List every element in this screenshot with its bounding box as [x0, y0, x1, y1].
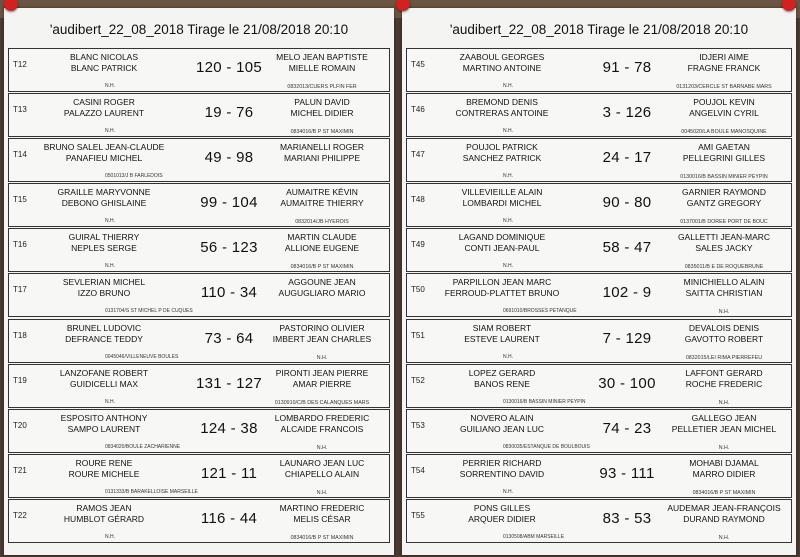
- team-b: [257, 232, 387, 254]
- club-note-left: N.H.: [105, 218, 115, 225]
- team-a: [427, 368, 577, 390]
- club-note-right: N.H.: [718, 309, 730, 316]
- team-a: [427, 97, 577, 119]
- player-name: ESTEVE LAURENT: [464, 333, 540, 344]
- match-row: [406, 319, 792, 363]
- match-row: [406, 454, 792, 498]
- player-name: ZAABOUL GEORGES: [459, 52, 545, 62]
- team-a: [427, 277, 577, 299]
- table-number: T55: [411, 510, 425, 520]
- player-name: MARTINO ANTOINE: [462, 63, 542, 73]
- player-name: MARTINO FREDERIC: [279, 502, 365, 513]
- match-score: 91 - 78: [602, 59, 652, 76]
- player-name: BLANC NICOLAS: [69, 52, 139, 62]
- match-score: 56 - 123: [200, 239, 258, 257]
- table-number: T14: [13, 150, 27, 160]
- player-name: BLANC PATRICK: [70, 63, 138, 73]
- player-name: ALLIONE EUGENE: [284, 243, 360, 254]
- match-score: 19 - 76: [204, 104, 254, 122]
- player-name: PANAFIEU MICHEL: [65, 153, 143, 164]
- club-note-right: 0045020/LA BOULE MANOSQUINE: [681, 129, 767, 136]
- team-a: [29, 413, 179, 435]
- player-name: BRUNO SALEL JEAN-CLAUDE: [43, 142, 165, 153]
- match-score: 7 - 129: [602, 329, 652, 347]
- table-number: T50: [411, 285, 425, 295]
- match-row: [8, 228, 390, 272]
- club-note-left: N.H.: [105, 263, 115, 270]
- table-number: T20: [13, 420, 27, 430]
- player-name: POUJOL KEVIN: [693, 97, 755, 108]
- match-score: 131 - 127: [195, 374, 263, 392]
- player-name: MELO JEAN BAPTISTE: [276, 52, 368, 62]
- player-name: GUIRAL THIERRY: [68, 232, 140, 243]
- club-note-left: N.H.: [503, 83, 513, 89]
- club-note-left: 0131333/B BARAKELLOISE MARSEILLE: [105, 488, 198, 495]
- match-row: [8, 454, 390, 498]
- player-name: GUILIANO JEAN LUC: [459, 423, 545, 434]
- team-a: [29, 368, 179, 390]
- player-name: MINICHIELLO ALAIN: [683, 277, 765, 288]
- player-name: MARRO DIDIER: [692, 468, 756, 479]
- table-number: T13: [13, 105, 27, 115]
- table-number: T12: [13, 60, 27, 69]
- team-b: [257, 503, 387, 525]
- team-b: [659, 458, 789, 480]
- match-score: 73 - 64: [204, 329, 254, 347]
- player-name: ARQUER DIDIER: [468, 513, 536, 524]
- player-name: LOMBARDO FREDERIC: [274, 412, 370, 423]
- team-a: [427, 52, 577, 74]
- club-note-right: N.H.: [718, 399, 730, 406]
- team-a: [427, 142, 577, 164]
- table-number: T16: [13, 240, 27, 250]
- match-row: [406, 93, 792, 137]
- table-number: T17: [13, 285, 27, 295]
- player-name: PALAZZO LAURENT: [63, 108, 145, 119]
- player-name: GRAILLE MARYVONNE: [57, 187, 151, 198]
- match-row: [406, 138, 792, 182]
- player-name: ALCAIDE FRANCOIS: [280, 423, 364, 434]
- player-name: BANOS RENE: [474, 378, 530, 389]
- club-note-left: N.H.: [105, 398, 115, 405]
- team-a: [427, 413, 577, 435]
- player-name: AUMAITRE THIERRY: [280, 198, 364, 209]
- match-row: [406, 48, 792, 92]
- player-name: POUJOL PATRICK: [466, 142, 538, 153]
- player-name: SIAM ROBERT: [472, 322, 532, 333]
- club-note-left: 0691010/BROSSES PETANQUE: [503, 308, 577, 315]
- match-row: [8, 364, 390, 408]
- player-name: PERRIER RICHARD: [462, 457, 542, 468]
- team-a: [427, 503, 577, 525]
- club-note-right: 0130910/C/B DES CALANQUES MARS: [274, 399, 370, 406]
- match-row: [406, 273, 792, 317]
- team-b: [659, 97, 789, 119]
- match-score: 124 - 38: [200, 419, 258, 437]
- player-name: MOHABI DJAMAL: [689, 457, 759, 468]
- player-name: LAUNARO JEAN LUC: [279, 457, 365, 468]
- team-b: [659, 323, 789, 345]
- table-number: T19: [13, 375, 27, 385]
- player-name: ROURE RENE: [75, 457, 133, 468]
- player-name: MICHEL DIDIER: [290, 108, 354, 119]
- match-score: 3 - 126: [602, 104, 652, 122]
- player-name: MARIANELLI ROGER: [279, 142, 365, 153]
- match-row: [8, 409, 390, 453]
- table-number: T15: [13, 195, 27, 205]
- player-name: IZZO BRUNO: [77, 288, 131, 299]
- player-name: NEPLES SERGE: [71, 243, 137, 254]
- match-list: [8, 48, 390, 544]
- match-score: 24 - 17: [602, 149, 652, 167]
- match-score: 30 - 100: [598, 374, 656, 392]
- match-row: [8, 93, 390, 137]
- player-name: LANZOFANE ROBERT: [59, 367, 149, 378]
- player-name: AUMAITRE KÉVIN: [286, 187, 358, 198]
- club-note-right: 0834016/B P ST MAXIMIN: [290, 534, 354, 541]
- player-name: AMI GAETAN: [698, 142, 750, 153]
- player-name: AGGOUNE JEAN: [288, 277, 356, 288]
- player-name: MELIS CÉSAR: [293, 513, 351, 524]
- player-name: SAMPO LAURENT: [67, 423, 141, 434]
- player-name: MIELLE ROMAIN: [288, 63, 356, 73]
- club-note-left: N.H.: [105, 128, 115, 135]
- match-row: [8, 273, 390, 317]
- match-score: 121 - 11: [200, 464, 258, 482]
- table-number: T49: [411, 240, 425, 250]
- table-number: T45: [411, 60, 425, 69]
- player-name: LOPEZ GERARD: [468, 367, 536, 378]
- match-score: 120 - 105: [195, 59, 263, 76]
- player-name: AUGUGLIARO MARIO: [278, 288, 366, 299]
- team-a: [29, 97, 179, 119]
- club-note-right: N.H.: [718, 534, 730, 541]
- team-b: [659, 142, 789, 164]
- match-score: 74 - 23: [602, 419, 652, 437]
- match-row: [8, 138, 390, 182]
- club-note-right: 0130016/B BASSIN MINIER PEYPIN: [680, 174, 768, 181]
- club-note-left: N.H.: [105, 83, 115, 89]
- club-note-right: 0834016/B P ST MAXIMIN: [290, 129, 354, 136]
- table-number: T46: [411, 105, 425, 115]
- match-score: 102 - 9: [602, 284, 652, 302]
- player-name: SAITTA CHRISTIAN: [685, 288, 763, 299]
- team-a: [29, 277, 179, 299]
- table-number: T21: [13, 465, 27, 475]
- table-number: T51: [411, 330, 425, 340]
- player-name: BREMOND DENIS: [466, 97, 538, 108]
- club-note-right: 0832014/JB HYEROIS: [295, 219, 349, 226]
- sheet-title: 'audibert_22_08_2018 Tirage le 21/08/2018 20:10: [49, 22, 349, 37]
- player-name: DEFRANCE TEDDY: [65, 333, 143, 344]
- player-name: DURAND RAYMOND: [683, 513, 765, 524]
- player-name: PIRONTI JEAN PIERRE: [275, 367, 369, 378]
- player-name: SEVLERIAN MICHEL: [62, 277, 146, 288]
- match-row: [406, 228, 792, 272]
- team-a: [427, 232, 577, 254]
- player-name: PASTORINO OLIVIER: [279, 322, 365, 333]
- player-name: FRAGNE FRANCK: [687, 63, 761, 73]
- player-name: BRUNEL LUDOVIC: [66, 322, 142, 333]
- left-score-sheet: [4, 8, 394, 555]
- team-b: [257, 97, 387, 119]
- club-note-right: 0834016/B P ST MAXIMIN: [290, 264, 354, 271]
- club-note-left: N.H.: [503, 173, 513, 180]
- team-b: [257, 187, 387, 209]
- player-name: DEBONO GHISLAINE: [61, 198, 147, 209]
- table-number: T54: [411, 465, 425, 475]
- match-score: 116 - 44: [200, 509, 258, 527]
- player-name: GARNIER RAYMOND: [682, 187, 766, 198]
- club-note-left: 0130508/ABM MARSEILLE: [503, 533, 565, 540]
- table-number: T22: [13, 510, 27, 520]
- table-number: T47: [411, 150, 425, 160]
- team-b: [257, 52, 387, 74]
- club-note-left: N.H.: [503, 488, 513, 495]
- player-name: PELLEGRINI GILLES: [682, 153, 766, 164]
- player-name: SALES JACKY: [695, 243, 753, 254]
- club-note-right: N.H.: [316, 489, 328, 496]
- match-score: 90 - 80: [602, 194, 652, 212]
- team-a: [427, 187, 577, 209]
- player-name: GALLEGO JEAN: [691, 412, 757, 423]
- table-number: T48: [411, 195, 425, 205]
- club-note-right: N.H.: [718, 444, 730, 451]
- team-b: [659, 413, 789, 435]
- player-name: ANGELVIN CYRIL: [689, 108, 759, 119]
- player-name: GANTZ GREGORY: [686, 198, 762, 209]
- player-name: GALLETTI JEAN-MARC: [677, 232, 771, 243]
- player-name: AUDEMAR JEAN-FRANÇOIS: [667, 502, 781, 513]
- player-name: CONTI JEAN-PAUL: [464, 243, 540, 254]
- player-name: GUIDICELLI MAX: [69, 378, 139, 389]
- match-row: [406, 183, 792, 227]
- player-name: VILLEVIEILLE ALAIN: [461, 187, 543, 198]
- team-a: [29, 503, 179, 525]
- team-a: [29, 323, 179, 345]
- player-name: SORRENTINO DAVID: [459, 468, 545, 479]
- match-row: [8, 48, 390, 92]
- player-name: FERROUD-PLATTET BRUNO: [444, 288, 560, 299]
- player-name: LOMBARDI MICHEL: [462, 198, 542, 209]
- team-a: [29, 232, 179, 254]
- club-note-left: 0830035/ESTANQUE DE BOULBOUIS: [503, 443, 590, 450]
- player-name: ESPOSITO ANTHONY: [60, 412, 148, 423]
- player-name: PONS GILLES: [473, 502, 531, 513]
- team-a: [29, 52, 179, 74]
- club-note-right: N.H.: [316, 354, 328, 361]
- match-score: 49 - 98: [204, 149, 254, 167]
- player-name: PALUN DAVID: [294, 97, 350, 108]
- match-row: [406, 409, 792, 453]
- player-name: LAGAND DOMINIQUE: [458, 232, 546, 243]
- club-note-right: N.H.: [316, 444, 328, 451]
- club-note-right: 0832015/LEI RIMA PIERREFEU: [685, 354, 763, 361]
- player-name: DEVALOIS DENIS: [688, 322, 760, 333]
- club-note-left: N.H.: [503, 263, 513, 270]
- team-b: [257, 368, 387, 390]
- player-name: SANCHEZ PATRICK: [462, 153, 542, 164]
- player-name: MARIANI PHILIPPE: [283, 153, 361, 164]
- team-a: [29, 458, 179, 480]
- club-note-right: 0834016/B P ST MAXIMIN: [692, 489, 756, 496]
- team-b: [659, 232, 789, 254]
- club-note-right: 0832013/CUERS PLFIN FER: [287, 84, 357, 90]
- match-score: 83 - 53: [602, 509, 652, 527]
- right-score-sheet: [402, 8, 796, 555]
- match-row: [406, 499, 792, 543]
- club-note-right: 0835011/B E DE ROQUEBRUNE: [684, 264, 764, 271]
- player-name: PELLETIER JEAN MICHEL: [671, 423, 777, 434]
- match-row: [8, 319, 390, 363]
- player-name: GAVOTTO ROBERT: [684, 333, 764, 344]
- player-name: LAFFONT GERARD: [685, 367, 763, 378]
- team-b: [257, 142, 387, 164]
- player-name: CHIAPELLO ALAIN: [284, 468, 360, 479]
- team-b: [257, 413, 387, 435]
- player-name: IDJERI AIME: [699, 52, 749, 62]
- player-name: MARTIN CLAUDE: [287, 232, 357, 243]
- team-a: [427, 323, 577, 345]
- player-name: RAMOS JEAN: [76, 502, 132, 513]
- team-b: [257, 323, 387, 345]
- club-note-left: 0045046/VILLENEUVE BOULES: [105, 353, 179, 360]
- player-name: CASINI ROGER: [73, 97, 135, 108]
- table-number: T52: [411, 375, 425, 385]
- club-note-left: N.H.: [503, 218, 513, 225]
- team-a: [29, 142, 179, 164]
- table-number: T18: [13, 330, 27, 340]
- team-b: [257, 458, 387, 480]
- player-name: CONTRERAS ANTOINE: [455, 108, 549, 119]
- match-row: [8, 499, 390, 543]
- team-b: [659, 368, 789, 390]
- match-score: 93 - 111: [599, 464, 655, 482]
- match-score: 58 - 47: [602, 239, 652, 257]
- team-b: [659, 277, 789, 299]
- team-b: [659, 187, 789, 209]
- club-note-left: N.H.: [503, 353, 513, 360]
- club-note-left: 0834020/BOULE ZACHARIENNE: [105, 443, 181, 450]
- team-a: [29, 187, 179, 209]
- club-note-left: 0131704/S ST MICHEL P DE CUQUES: [105, 308, 193, 315]
- table-number: T53: [411, 420, 425, 430]
- club-note-left: N.H.: [105, 533, 115, 540]
- team-b: [659, 503, 789, 525]
- match-score: 110 - 34: [200, 284, 258, 302]
- club-note-left: N.H.: [503, 128, 513, 135]
- match-row: [406, 364, 792, 408]
- match-list: [406, 48, 792, 544]
- club-note-left: 0501013/J B FARLEDOIS: [105, 173, 163, 180]
- player-name: IMBERT JEAN CHARLES: [272, 333, 372, 344]
- player-name: NOVERO ALAIN: [470, 412, 534, 423]
- match-score: 99 - 104: [200, 194, 258, 212]
- club-note-right: 0137001/B DOREE PORT DE BOUC: [680, 219, 768, 226]
- club-note-right: 0131203/CERCLE ST BARNABE MARS: [676, 84, 772, 90]
- team-b: [659, 52, 789, 74]
- match-row: [8, 183, 390, 227]
- team-a: [427, 458, 577, 480]
- player-name: HUMBLOT GÉRARD: [63, 513, 145, 524]
- player-name: ROURE MICHELE: [68, 468, 140, 479]
- player-name: PARPILLON JEAN MARC: [452, 277, 552, 288]
- player-name: ROCHE FREDERIC: [685, 378, 763, 389]
- sheet-title: 'audibert_22_08_2018 Tirage le 21/08/2018 20:10: [449, 22, 749, 37]
- player-name: AMAR PIERRE: [292, 378, 352, 389]
- club-note-left: 0130016/B BASSIN MINIER PEYPIN: [503, 398, 586, 405]
- team-b: [257, 277, 387, 299]
